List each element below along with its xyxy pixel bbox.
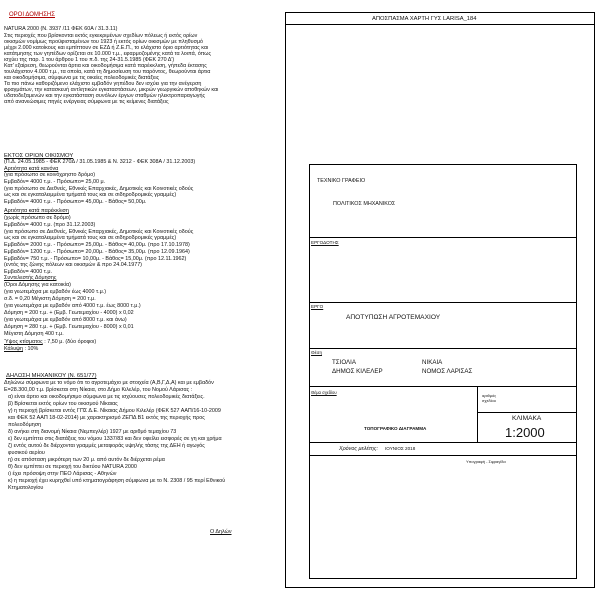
rule-line: (για πρόσωπο σε Διεθνείς, Εθνικές Επαρχιακές, Δημοτικές και Κοινοτικές οδούς (4, 186, 194, 192)
scale-divider (478, 412, 577, 413)
date-label: Χρόνος μελέτης: (339, 446, 378, 452)
office-value: ΠΟΛΙΤΙΚΟΣ ΜΗΧΑΝΙΚΟΣ (333, 201, 396, 207)
location-label: Θέση (311, 350, 323, 355)
rule-line: ως και σε εγκαταλειμμένα τμήματά τους και σε σιδηροδρομικές γραμμές) (4, 192, 177, 198)
declaration-item: θ) δεν εμπίπτει σε περιοχή του δικτύου NATURA 2000 (8, 464, 137, 470)
intro-line: και οικοδομήσιμα, σύμφωνα με τις οικείες πολεοδομικές διατάξεις (4, 74, 160, 81)
intro-line: NATURA 2000 (Ν. 3937 /11 ΦΕΚ 60Α / 31.3.11) (4, 26, 118, 32)
declaration-intro-line: Ε=28.300,00 τ.μ. βρίσκεται στη Νίκαια, στο Δήμο Κιλελέρ, του Νομού Λάρισας : (4, 387, 193, 393)
location-area: ΤΣΙΟΛΙΑ (332, 359, 357, 366)
declaration-item: η) σε απόσταση μικρότερη των 20 μ. από αυτόν δε διέρχεται ρέμα (8, 457, 165, 463)
declaration-item: ε) δεν εμπίπτει στις διατάξεις του νόμου 1337/83 και δεν οφείλει εισφορές σε γη και χρήμα (8, 436, 222, 442)
owner-divider (309, 302, 577, 303)
height-label: Ύψος κτίσματος (4, 339, 43, 345)
outside-reference: (Π.Δ. 24.05.1985 - ΦΕΚ 270Δ / 31.05.1985 & Ν. 3212 - ΦΕΚ 308Α / 31.12.2003) (4, 159, 196, 165)
intro-line: κατάτμησης των γηπέδων ορίζεται σε 10.000 τ.μ., εφαρμοζομένης κατά τα λοιπά, όπως (4, 50, 212, 57)
declaration-item: κ) η περιοχή έχει κυρηχθεί υπό κτηματογράφηση σύμφωνα με το Ν. 2308 / 95 περί Εθνικού (8, 478, 226, 484)
declaration-item: πολεοδόμηση (8, 422, 42, 428)
declaration-item: ζ) εντός αυτού δε διέρχονται γραμμές μεταφοράς υψηλής τάσης της ΔΕΗ ή αγωγός (8, 443, 205, 449)
location-municipality: ΔΗΜΟΣ ΚΙΛΕΛΕΡ (332, 368, 383, 375)
declaration-item: Κτηματολογίου (8, 485, 44, 491)
declaration-heading: ΔΗΛΩΣΗ ΜΗΧΑΝΙΚΟΥ (Ν. 651/77) (6, 373, 97, 379)
exception-line: Εμβαδόν= 4000 τ.μ. (προ 31.12.2003) (4, 222, 96, 228)
coverage-row (4, 346, 38, 352)
height-row (4, 339, 96, 345)
project-label: ΕΡΓΟ (311, 304, 324, 309)
map-title: ΑΠΟΣΠΑΣΜΑ ΧΑΡΤΗ ΓΥΣ LARISA_184 (372, 16, 477, 22)
exception-line: (εντός της ζώνης πόλεων και οικισμών & προ 24.04.1977) (4, 262, 142, 268)
drawing-number-divider (477, 387, 478, 442)
declaration-item: γ) η περιοχή βρίσκεται εντός ΓΠΣ Δ.Ε. Νίκαιας Δήμου Κιλελέρ (ΦΕΚ 527 ΑΑΠ/16-10-2009 (8, 408, 221, 414)
rule-label: Αρτιότητα κατά κανόνα (4, 166, 59, 172)
scale-value: 1:2000 (505, 425, 545, 440)
exception-line: Εμβαδόν= 4000 τ.μ. (4, 269, 52, 275)
coefficient-line: σ.δ. = 0,20 Μέγιστη Δόμηση = 200 τ.μ. (4, 296, 96, 302)
rule-line: Εμβαδόν= 4000 τ.μ. - Πρόσωπο= 25,00 μ. (4, 179, 106, 185)
declaration-intro-line: Δηλώνω σύμφωνα με το νόμο ότι το αγροτεμάχιο με στοιχεία (Α,Β,Γ,Δ,Α) και με εμβαδόν (4, 380, 214, 386)
location-village: ΝΙΚΑΙΑ (422, 359, 443, 366)
intro-line: Τα πιο πάνω καθοριζόμενο ελάχιστο εμβαδόν γηπέδου δεν ισχύει για την ανέγερση (4, 80, 202, 87)
exception-line: ως και σε εγκαταλειμμένα τμήματά τους και σε σιδηροδρομικές γραμμές) (4, 235, 177, 241)
exception-line: (χωρίς πρόσωπο σε δρόμο) (4, 215, 71, 221)
coefficient-line: Δόμηση = 200 τ.μ. + (Εμβ. Γεωτεμαχίου - 4000) x 0,02 (4, 310, 134, 316)
coefficient-line: (για γεωτεμάχια με εμβαδόν από 8000 τ.μ. και άνω) (4, 317, 127, 323)
intro-line: Στις περιοχές που βρίσκονται εκτός εγκεκριμένων σχεδίων πόλεως ή εκτός ορίων (4, 32, 198, 39)
coefficient-line: (για γεωτεμάχια με εμβαδόν έως 4000 τ.μ.) (4, 289, 107, 295)
rule-line: (για πρόσωπο σε κοινόχρηστο δρόμο) (4, 172, 96, 178)
date-divider (309, 455, 577, 456)
declaration-item: ι) έχει πρόσοψη στην ΠΕΟ Λάρισας - Αθηνών (8, 471, 117, 477)
drawing-title: ΤΟΠΟΓΡΑΦΙΚΟ ΔΙΑΓΡΑΜΜΑ (364, 426, 427, 431)
map-title-divider (285, 24, 595, 25)
exception-line: Εμβαδόν= 2000 τ.μ. - Πρόσωπο= 25,00μ. - Βάθος= 40,00μ. (προ 17.10.1978) (4, 242, 190, 248)
outside-heading: ΕΚΤΟΣ ΟΡΙΩΝ ΟΙΚΙΣΜΟΥ (4, 153, 74, 159)
scale-label: ΚΛΙΜΑΚΑ (512, 415, 542, 422)
exception-line: Εμβαδόν= 750 τ.μ. - Πρόσωπο= 10,00μ. - Βάθος= 15,00μ. (προ 12.11.1962) (4, 256, 187, 262)
inner-frame-right (576, 164, 577, 579)
owner-label: ΕΡΓΟΔΟΤΗΣ (311, 240, 339, 245)
coefficient-label: Συντελεστής Δόμησης (4, 275, 57, 281)
drawing-subject-label: Θέμα σχεδίου (311, 390, 337, 395)
declaration-item: και ΦΕΚ 52 ΑΑΠ 18-02-2014) με χαρακτηρισμό ΖΕΠΔ Β1 εκτός της περιοχής προς (8, 415, 205, 421)
coefficient-line: Δόμηση = 280 τ.μ. + (Εμβ. Γεωτεμαχίου - 8000) x 0,01 (4, 324, 134, 330)
coefficient-line: Μέγιστη Δόμηση 400 τ.μ. (4, 331, 64, 337)
intro-line: οικισμών νομίμως προϋφισταμένων του 1923 ή εκτός ορίων οικισμών με πληθυσμό (4, 38, 204, 45)
terms-heading: ΟΡΟΙ ΔΟΜΗΣΗΣ (9, 12, 55, 18)
exception-label: Αρτιότητα κατά παρέκκλιση (4, 208, 69, 214)
declaration-item: δ) ανήκει στη διανομή Νίκαια (Νεμπεγλέρ) 1927 με αριθμό τεμαχίου 73 (8, 429, 177, 435)
exception-line: (για πρόσωπο σε Διεθνείς, Εθνικές Επαρχιακές, Δημοτικές και Κοινοτικές οδούς (4, 229, 194, 235)
coverage-label: Κάλυψη (4, 346, 24, 352)
intro-line: από ανανεώσιμες πηγές ενέργειας σύμφωνα με τις κείμενες διατάξεις (4, 98, 169, 105)
drawing-number-label: αριθμός σχεδίου (482, 393, 497, 403)
coefficient-line: (για γεωτεμάχια με εμβαδόν από 4000 τ.μ. έως 8000 τ.μ.) (4, 303, 141, 309)
intro-line: μέχρι 2.000 κατοίκους και εμπίπτουν σε ΕΖΔ ή Ζ.Ε.Π., το ελάχιστο όριο αρτιότητας και (4, 44, 209, 51)
intro-line: ισχύει της παρ. 1 του άρθρου 1 του π.δ. της 24-31.5.1985 (ΦΕΚ 270 Δ') (4, 56, 175, 63)
date-value: ΙΟΥΝΙΟΣ 2018 (385, 446, 416, 451)
location-divider (309, 386, 577, 387)
intro-line: φραγμάτων, την κατασκευή αντλητικών εγκαταστάσεων, μικρών γεωργικών αποθηκών και (4, 86, 219, 93)
coverage-value: : 10% (23, 346, 39, 352)
declarant-signature: Ο Δηλών (210, 529, 232, 535)
signature-label: Υπογραφή - Σφραγίδα (466, 459, 506, 464)
height-value: : 7,50 μ. (δύο όροφοι) (42, 339, 97, 345)
coefficient-line: (Όροι Δόμησης για κατοικία) (4, 282, 71, 288)
office-label: ΤΕΧΝΙΚΟ ΓΡΑΦΕΙΟ (317, 178, 366, 184)
declaration-item: α) είναι άρτιο και οικοδομήσιμο σύμφωνα με τις ισχύουσες πολεοδομικές διατάξεις. (8, 394, 205, 400)
declaration-item: φυσικού αερίου (8, 450, 45, 456)
intro-line: υδατοδεξαμενών και την εγκατάσταση συνόλων έργων σταθμών ηλεκτροπαραγωγής (4, 92, 206, 99)
intro-line: τουλάχιστον 4.000 τ.μ., τα οποία, κατά τη δημοσίευση του παρόντος, θεωρούνται άρτια (4, 68, 211, 75)
drawing-divider (309, 442, 577, 443)
intro-line: Κατ' εξαίρεση, θεωρούνται άρτια και οικοδομήσιμα κατά παρέκκλιση, γήπεδα έκτασης (4, 62, 207, 69)
office-divider (309, 237, 577, 238)
exception-line: Εμβαδόν= 1200 τ.μ. - Πρόσωπο= 20,00μ. - Βάθος= 35,00μ. (προ 12.09.1964) (4, 249, 190, 255)
location-prefecture: ΝΟΜΟΣ ΛΑΡΙΣΑΣ (422, 368, 473, 375)
project-value: ΑΠΟΤΥΠΩΣΗ ΑΓΡΟΤΕΜΑΧΙΟΥ (346, 314, 441, 321)
rule-line: Εμβαδόν= 4000 τ.μ. - Πρόσωπο= 45,00μ. - Βάθος= 50,00μ. (4, 199, 147, 205)
declaration-item: β) Βρίσκεται εκτός ορίων του οικισμού Νίκαιας (8, 401, 118, 407)
project-divider (309, 348, 577, 349)
